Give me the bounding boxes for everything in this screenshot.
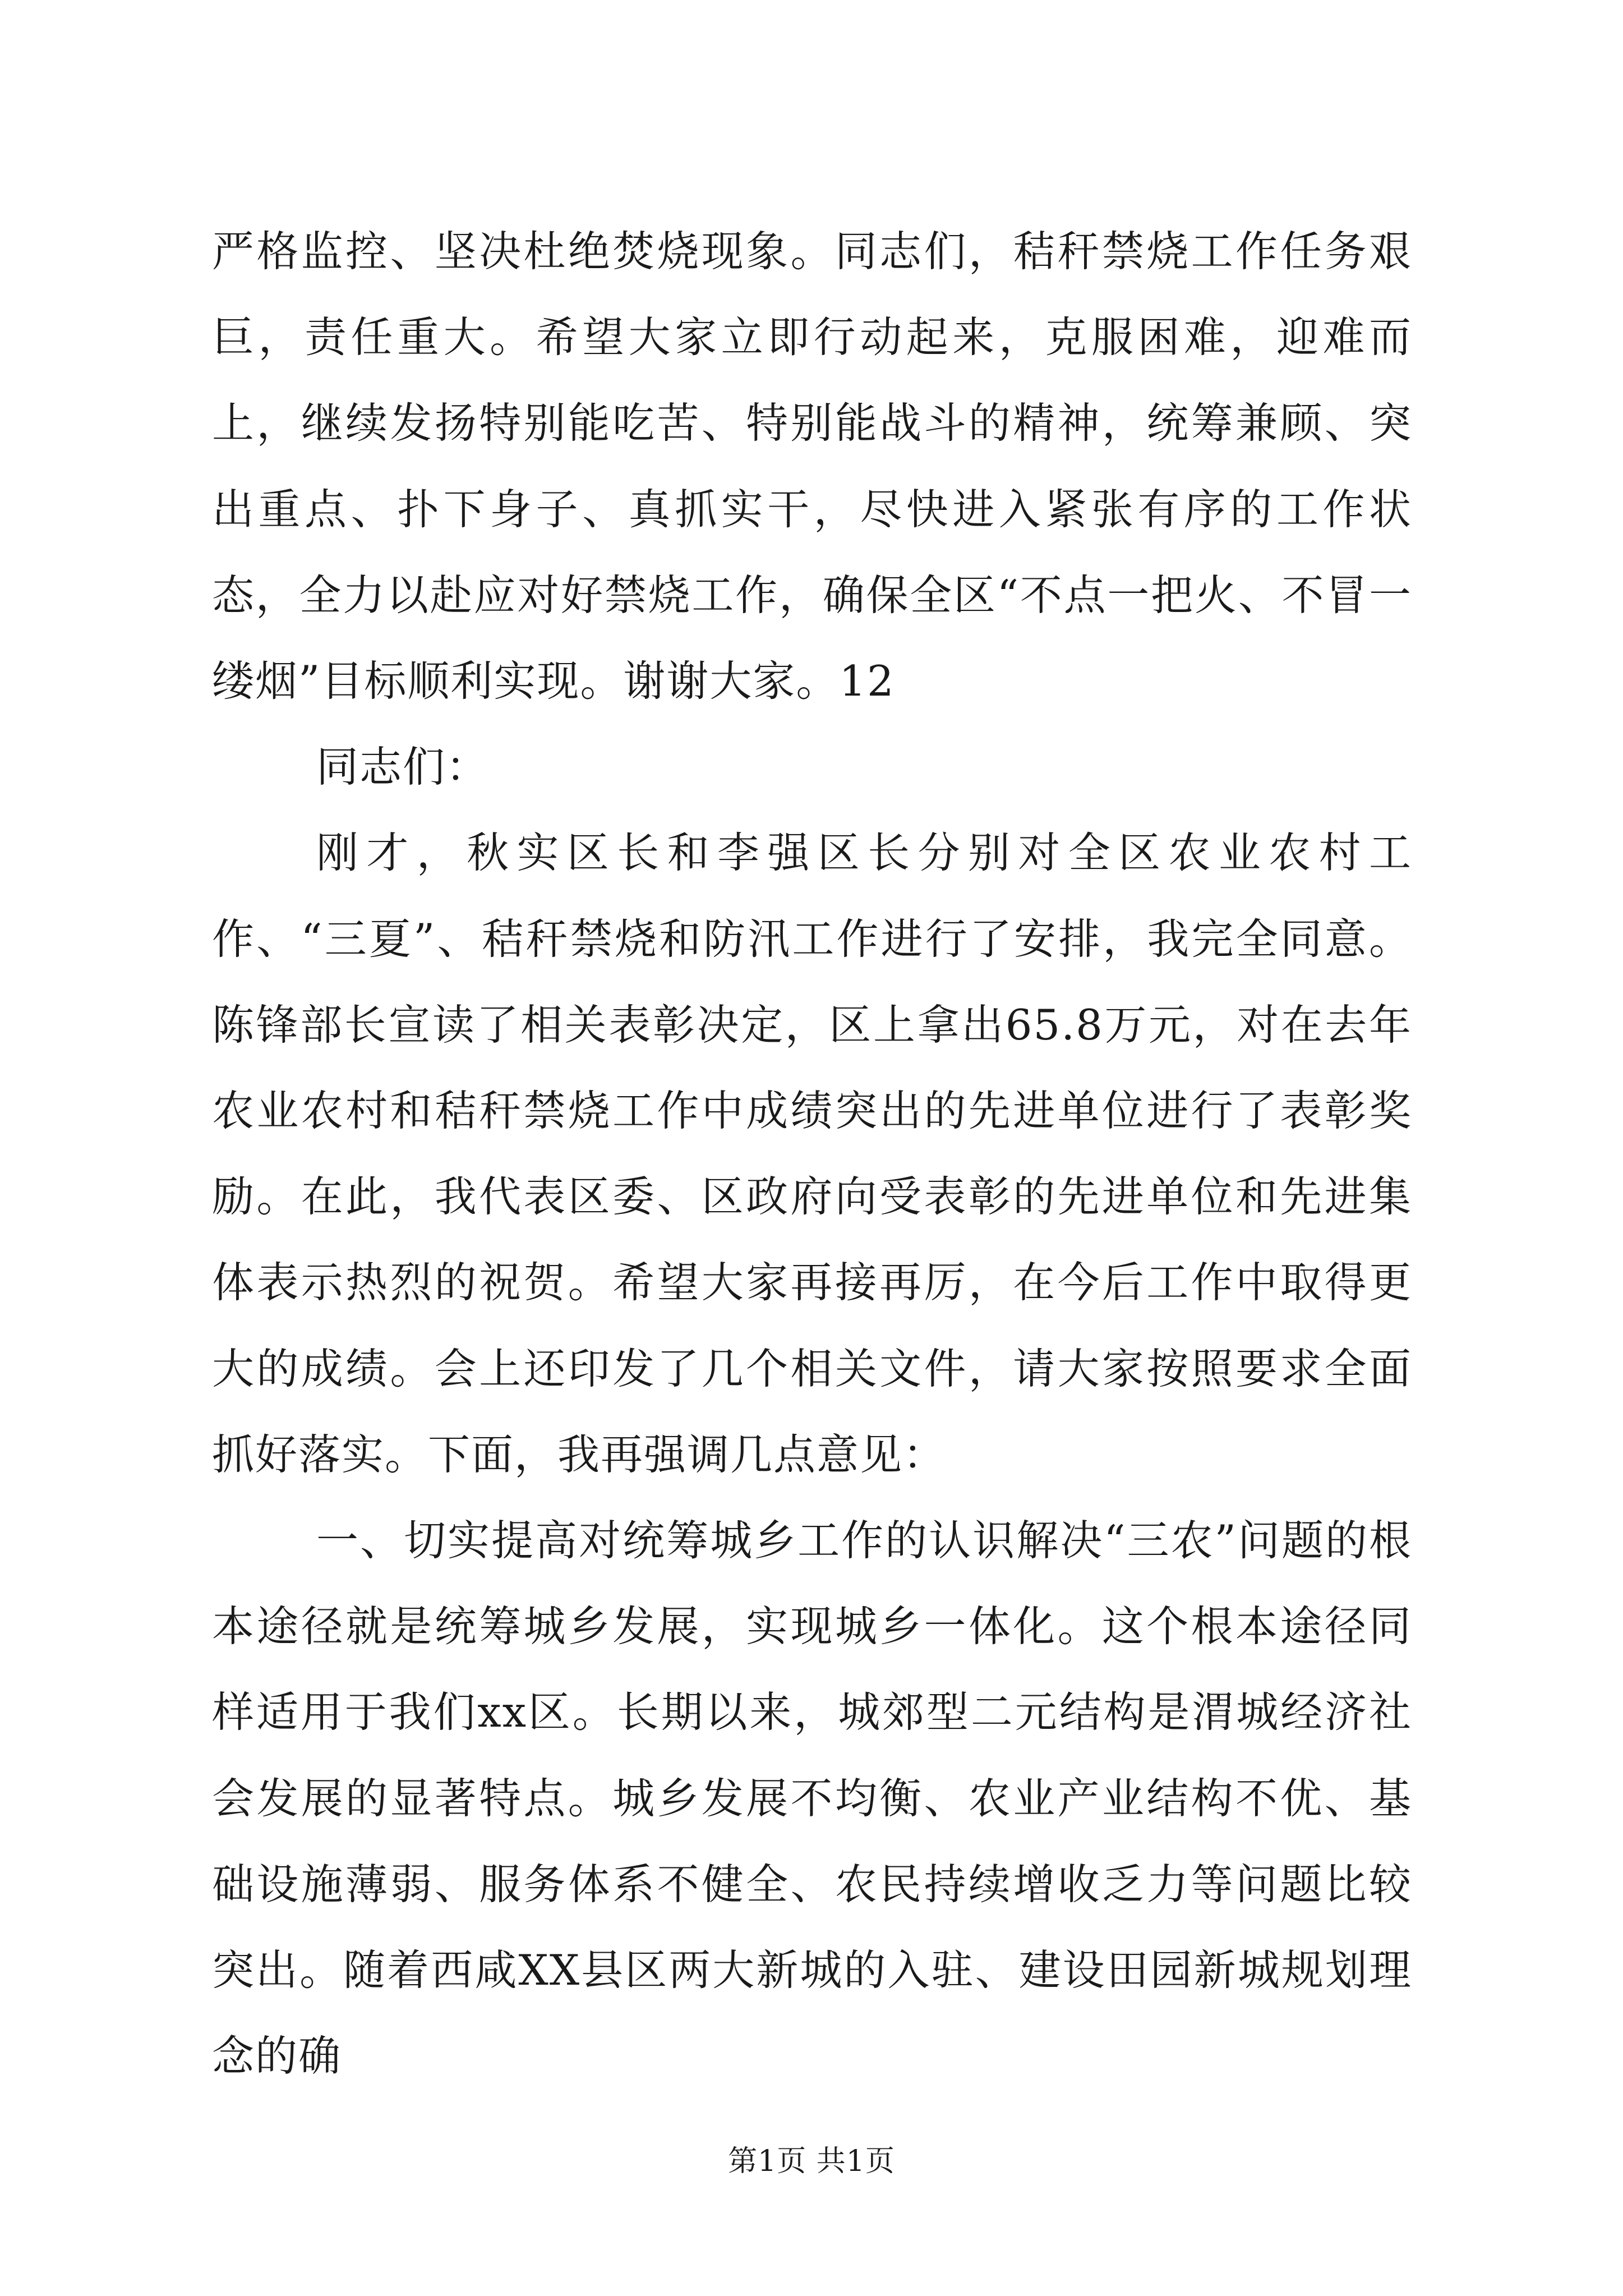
paragraph-section-one: 一、切实提高对统筹城乡工作的认识解决“三农”问题的根本途径就是统筹城乡发展，实现城乡一体化。这个根本途径同样适用于我们xx区。长期以来，城郊型二元结构是渭城经济社会发展的显著特点。城乡发展不均衡、农业产业结构不优、基础设施薄弱、服务体系不健全、农民持续增收乏力等问题比较突出。随着西咸XX县区两大新城的入驻、建设田园新城规划理念的确 xyxy=(212,1516,1412,2081)
paragraph-salutation: 同志们： xyxy=(316,742,490,792)
page-number-footer: 第1页 共1页 xyxy=(728,2145,895,2178)
paragraph-continued: 严格监控、坚决杜绝焚烧现象。同志们，秸秆禁烧工作任务艰巨，责任重大。希望大家立即行动起来，克服困难，迎难而上，继续发扬特别能吃苦、特别能战斗的精神，统筹兼顾、突出重点、扑下身子、真抓实干，尽快进入紧张有序的工作状态，全力以赴应对好禁烧工作，确保全区“不点一把火、不冒一缕烟”目标顺利实现。谢谢大家。12 xyxy=(212,227,1412,706)
paragraph-opening-remarks: 刚才，秋实区长和李强区长分别对全区农业农村工作、“三夏”、秸秆禁烧和防汛工作进行了安排，我完全同意。陈锋部长宣读了相关表彰决定，区上拿出65.8万元，对在去年农业农村和秸秆禁烧工作中成绩突出的先进单位进行了表彰奖励。在此，我代表区委、区政府向受表彰的先进单位和先进集体表示热烈的祝贺。希望大家再接再厉，在今后工作中取得更大的成绩。会上还印发了几个相关文件，请大家按照要求全面抓好落实。下面，我再强调几点意见： xyxy=(212,828,1412,1479)
document-body xyxy=(212,209,1412,2099)
